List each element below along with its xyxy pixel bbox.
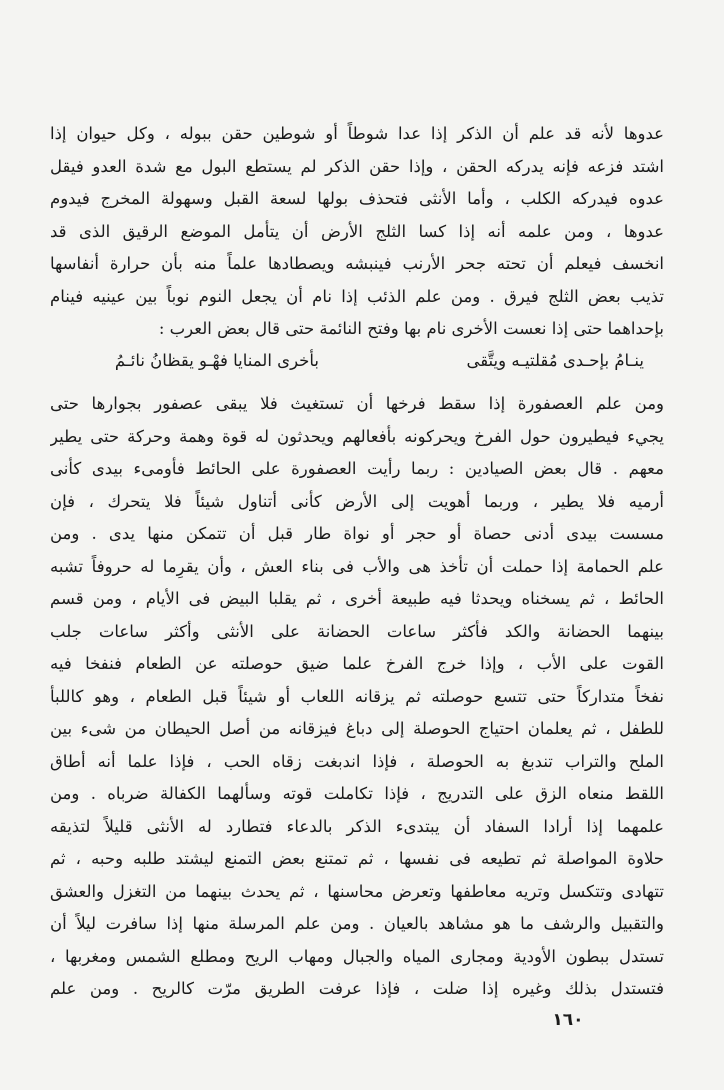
text-line: تستدل ببطون الأودية ومجارى المياه والجبال ومهاب الريح ومطلع الشمس ومغربها ، [50, 946, 664, 966]
text-line: للطفل ، ثم يعلمان احتياج الحوصلة إلى دباغ فيزقانه من أصل الحيطان من شىء بين [50, 719, 664, 738]
text-line: فتستدل بذلك وغيره إذا ضلت ، فإذا عرفت الطريق مرّت كالريح . ومن علم [50, 979, 664, 998]
text-line: يجيء فيطيرون حول الفرخ ويحركونه بأفعالهم ويحدثون له قوة وهمة وحركة حتى يطير [50, 426, 664, 446]
text-line: تذيب بعض الثلج فيرق . ومن علم الذئب إذا نام أن يجعل النوم نوباً بين عينيه فينام [50, 286, 664, 306]
verse-first-hemistich: ينـامُ بإحـدى مُقلتيـه ويتَّقى [466, 351, 644, 370]
verse-second-hemistich: بأخرى المنايا فهْـو يقظانُ نائـمُ [114, 351, 319, 370]
paragraph-1 [50, 118, 664, 346]
text-line: عدوه فيدركه الكلب ، وأما الأنثى فتحذف بولها لسعة القبل وسهولة المخرج فيدوم [50, 189, 664, 208]
text-line: بينهما الحضانة والكد فأكثر ساعات الحضانة على الأنثى وأكثر ساعات جلب [50, 621, 664, 641]
text-line: نفخاً متداركاً حتى تتسع حوصلته ثم يزقانه اللعاب أو شيئاً قبل الطعام ، وهو كاللبأ [50, 686, 664, 706]
text-line: مسست بيدى أدنى حصاة أو حجر أو نواة طار قبل أن تتمكن منها يدى . ومن [50, 524, 664, 543]
text-line: ومن علم العصفورة إذا سقط فرخها أن تستغيث فلا يبقى عصفور بجوارها حتى [50, 394, 664, 413]
text-line: تتهادى وتتكسل وتريه معاطفها وتعرض محاسنها ، ثم يحدث بينهما من التغزل والعشق [50, 881, 664, 901]
poetry-verse [50, 345, 664, 377]
text-line: عدوها ، ومن علمه أنه إذا كسا الثلج الأرض أن يتأمل الموضع الرقيق الذى قد [50, 221, 664, 241]
text-line: الحائط ، ثم يسخناه ويحدثا فيه طبيعة أخرى ، ثم يقلبا البيض فى الأيام ، ومن قسم [50, 589, 664, 608]
page-number: ١٦٠ [552, 1010, 584, 1030]
text-line: الملح والتراب تندبغ به الحوصلة ، فإذا اندبغت زقاه الحب ، فإذا علما أنه أطاق [50, 751, 664, 771]
text-line: القوت على الأب ، وإذا خرج الفرخ علما ضيق حوصلته عن الطعام فنفخا فيه [50, 654, 664, 673]
text-line: انخسف فيعلم أن تحته جحر الأرنب فينبشه ويصطادها علماً منه بأن حرارة أنفاسها [50, 254, 664, 273]
text-line: عدوها لأنه قد علم أن الذكر إذا عدا شوطاً أو شوطين حقن ببوله ، وكل حيوان إذا [50, 124, 664, 143]
text-line: اللقط منعاه الزق على التدريج ، فإذا تكاملت قوته وسألهما الكفالة ضرباه . ومن [50, 784, 664, 803]
text-line: معهم . قال بعض الصيادين : ربما رأيت العصفورة على الحائط فأومىء بيدى كأنى [50, 459, 664, 478]
text-line: والتقبيل والرشف ما هو مشاهد بالعيان . ومن علم المرسلة منها إذا سافرت ليلاً أن [50, 914, 664, 933]
text-line: علم الحمامة إذا حملت أن تأخذ هى والأب فى بناء العش ، وأن يقرِما له حروفاً تشبه [50, 556, 664, 576]
text-line: أرميه فلا يطير ، وربما أهويت إلى الأرض كأنى أتناول شيئاً فلا يتحرك ، فإن [50, 491, 664, 511]
text-line: بإحداهما حتى إذا نعست الأخرى نام بها وفتح النائمة حتى قال بعض العرب : [158, 319, 664, 338]
text-line: علمهما إذا أرادا السفاد أن يبتدىء الذكر بالدعاء فتطارد له الأنثى قليلاً لتذيقه [50, 816, 664, 836]
paragraph-2 [50, 388, 664, 1006]
text-line: اشتد فزعه فإنه يدركه الحقن ، وإذا حقن الذكر لم يستطع البول مع شدة العدو فيقل [50, 156, 664, 176]
text-line: حلاوة المواصلة ثم تطيعه فى نفسها ، ثم تمتنع بعض التمنع ليشتد طلبه وحبه ، ثم [50, 849, 664, 868]
